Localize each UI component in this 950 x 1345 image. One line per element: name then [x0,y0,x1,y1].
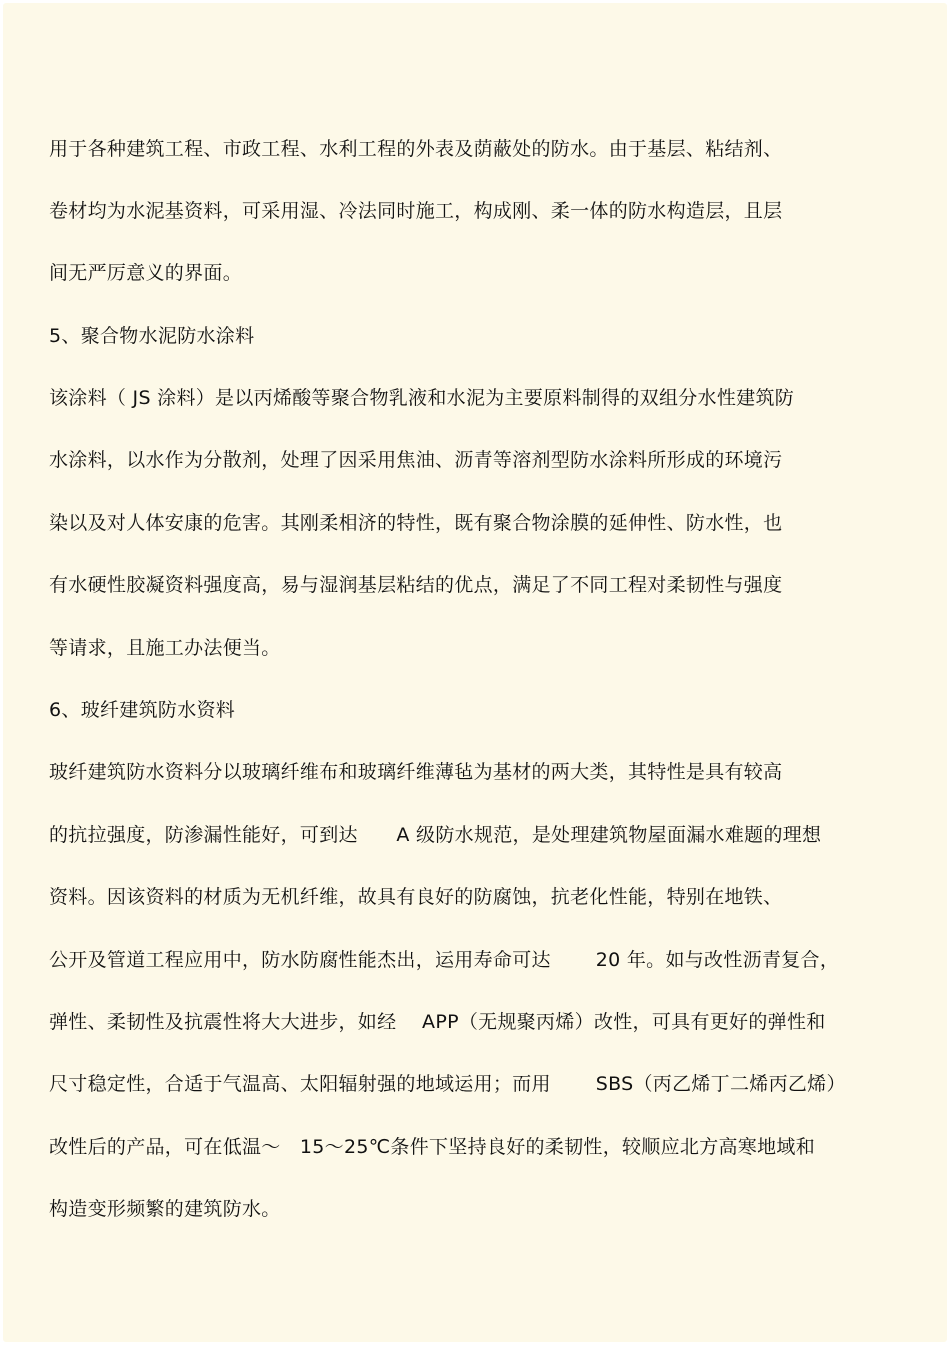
text-line: 用于各种建筑工程、市政工程、水利工程的外表及荫蔽处的防水。由于基层、粘结剂、 [49,138,783,160]
text-line: 弹性、柔韧性及抗震性将大大进步，如经 APP（无规聚丙烯）改性，可具有更好的弹性和 [49,1011,826,1033]
section-heading: 5、聚合物水泥防水涂料 [49,325,255,347]
text-line: 改性后的产品，可在低温～ 15～25℃条件下坚持良好的柔韧性，较顺应北方高寒地域和 [49,1136,815,1158]
text-line: 尺寸稳定性，合适于气温高、太阳辐射强的地域运用；而用 SBS（丙乙烯丁二烯丙乙烯） [49,1073,846,1095]
text-line: 的抗拉强度，防渗漏性能好，可到达 A 级防水规范，是处理建筑物屋面漏水难题的理想 [49,824,822,846]
text-line: 间无严厉意义的界面。 [49,262,243,284]
text-line: 资料。因该资料的材质为无机纤维，故具有良好的防腐蚀，抗老化性能，特别在地铁、 [49,886,783,908]
text-line: 等请求，且施工办法便当。 [49,637,281,659]
text-line: 公开及管道工程应用中，防水防腐性能杰出，运用寿命可达 20 年。如与改性沥青复合， [49,949,840,971]
text-line: 玻纤建筑防水资料分以玻璃纤维布和玻璃纤维薄毡为基材的两大类，其特性是具有较高 [49,761,783,783]
section-heading: 6、玻纤建筑防水资料 [49,699,236,721]
text-line: 构造变形频繁的建筑防水。 [49,1198,281,1220]
text-line: 有水硬性胶凝资料强度高，易与湿润基层粘结的优点，满足了不同工程对柔韧性与强度 [49,574,783,596]
document-page [3,3,947,1342]
text-line: 该涂料（ JS 涂料）是以丙烯酸等聚合物乳液和水泥为主要原料制得的双组分水性建筑防 [49,387,795,409]
text-line: 卷材均为水泥基资料，可采用湿、冷法同时施工，构成刚、柔一体的防水构造层，且层 [49,200,783,222]
text-line: 水涂料，以水作为分散剂，处理了因采用焦油、沥青等溶剂型防水涂料所形成的环境污 [49,449,783,471]
text-line: 染以及对人体安康的危害。其刚柔相济的特性，既有聚合物涂膜的延伸性、防水性，也 [49,512,783,534]
